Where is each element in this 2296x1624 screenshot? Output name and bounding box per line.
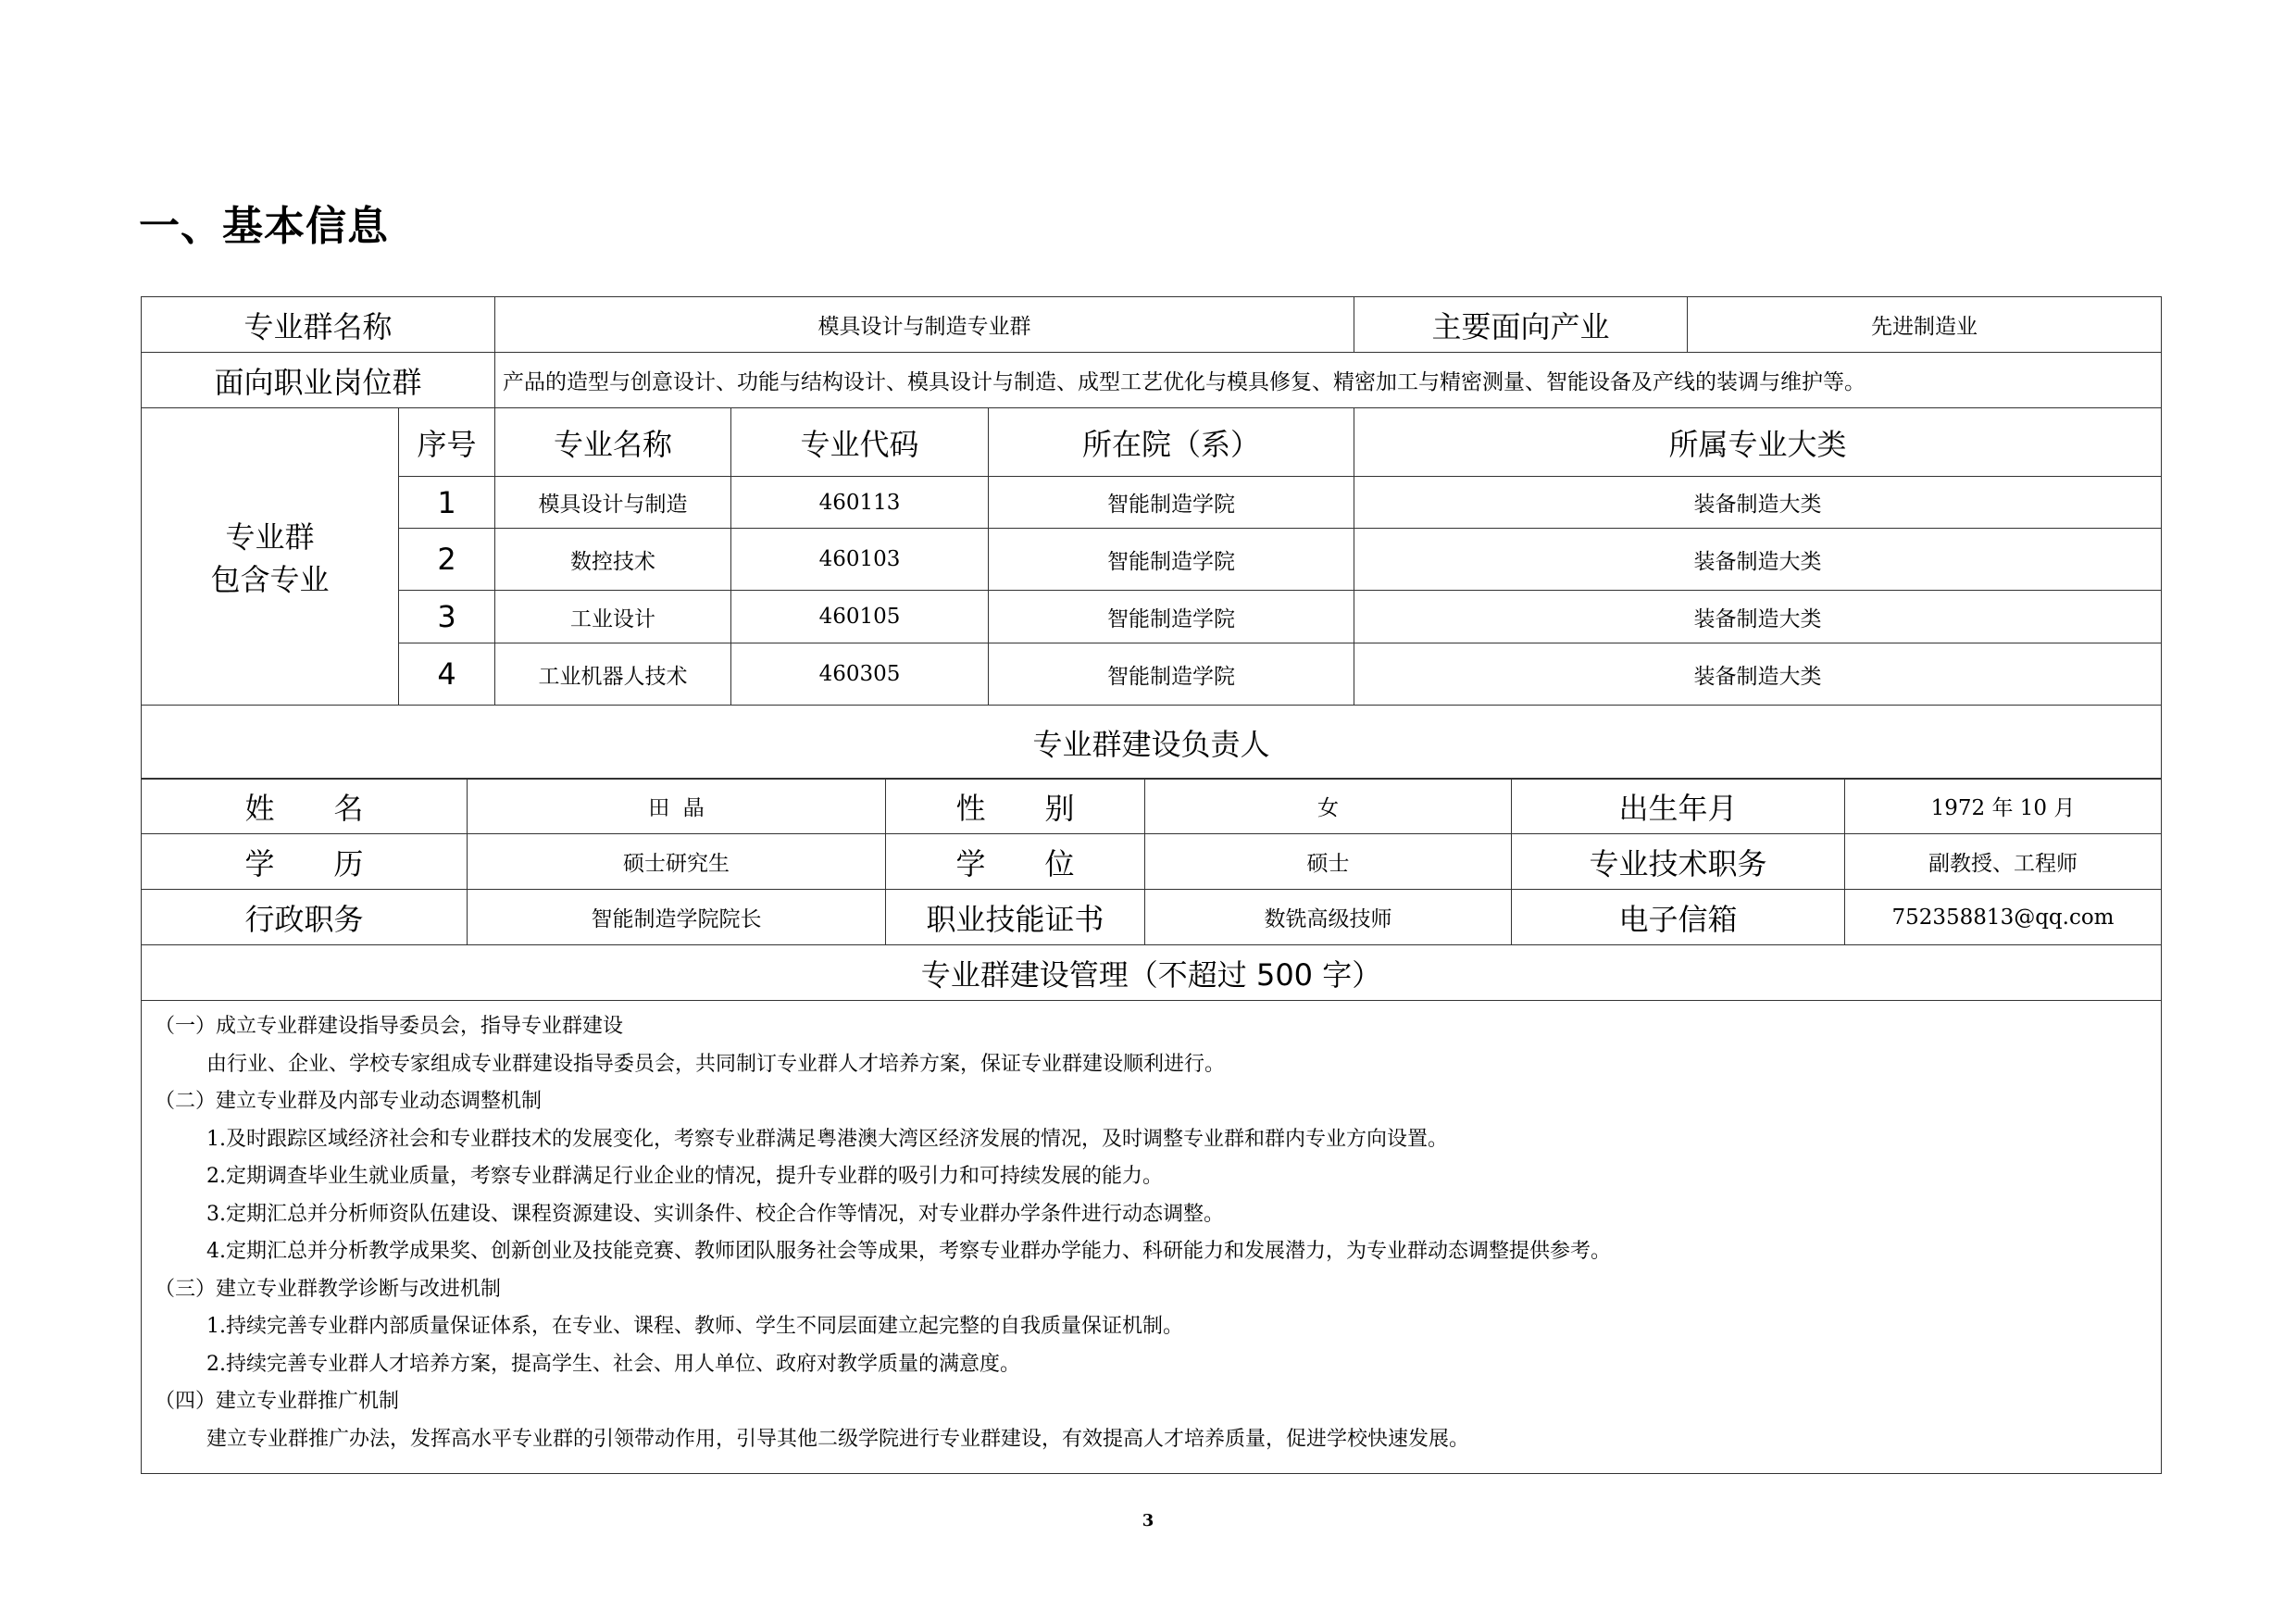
majors-group-label-line2: 包含专业 [210,562,330,597]
table-row [142,591,2162,643]
jobs-value: 产品的造型与创意设计、功能与结构设计、模具设计与制造、成型工艺优化与模具修复、精密加工与精密测量、智能设备及产线的装调与维护等。 [495,353,2162,408]
major-category: 装备制造大类 [1354,643,2162,706]
cert-label: 职业技能证书 [886,890,1145,945]
major-code: 460305 [731,643,989,706]
management-section-label: 专业群建设管理（不超过 500 字） [142,945,2162,1001]
birth-label: 出生年月 [1512,779,1845,834]
management-item: 4.定期汇总并分析教学成果奖、创新创业及技能竞赛、教师团队服务社会等成果，考察专业群办学能力、科研能力和发展潜力，为专业群动态调整提供参考。 [206,1240,1611,1263]
major-no: 1 [399,477,495,529]
major-name: 工业设计 [495,591,731,643]
majors-group-label [142,408,399,706]
header-code: 专业代码 [731,408,989,477]
basic-info-table [141,296,2162,780]
cluster-name-value: 模具设计与制造专业群 [495,297,1354,353]
degree-label: 学 位 [886,834,1145,890]
management-item: 1.持续完善专业群内部质量保证体系，在专业、课程、教师、学生不同层面建立起完整的自我质量保证机制。 [206,1315,1183,1338]
cert-value: 数铣高级技师 [1145,890,1512,945]
major-no: 4 [399,643,495,706]
majors-group-label-line1: 专业群 [225,519,315,555]
jobs-row [142,353,2162,408]
header-category: 所属专业大类 [1354,408,2162,477]
leader-table [141,778,2162,1474]
management-heading: （一）成立专业群建设指导委员会，指导专业群建设 [155,1015,624,1038]
name-label: 姓 名 [142,779,468,834]
degree-value: 硕士 [1145,834,1512,890]
gender-label: 性 别 [886,779,1145,834]
header-name: 专业名称 [495,408,731,477]
majors-header-row [142,408,2162,477]
leader-row-2 [142,834,2162,890]
gender-value: 女 [1145,779,1512,834]
major-code: 460103 [731,529,989,591]
management-item: 建立专业群推广办法，发挥高水平专业群的引领带动作用，引导其他二级学院进行专业群建设，有效提高人才培养质量，促进学校快速发展。 [206,1427,1470,1451]
jobs-label: 面向职业岗位群 [142,353,495,408]
major-name: 数控技术 [495,529,731,591]
major-no: 3 [399,591,495,643]
management-heading: （三）建立专业群教学诊断与改进机制 [155,1277,502,1301]
major-school: 智能制造学院 [989,643,1354,706]
edu-label: 学 历 [142,834,468,890]
major-school: 智能制造学院 [989,529,1354,591]
cluster-name-label: 专业群名称 [142,297,495,353]
table-row [142,477,2162,529]
management-heading: （四）建立专业群推广机制 [155,1390,400,1413]
major-name: 模具设计与制造 [495,477,731,529]
admin-value: 智能制造学院院长 [468,890,886,945]
major-name: 工业机器人技术 [495,643,731,706]
leader-row-3 [142,890,2162,945]
header-school: 所在院（系） [989,408,1354,477]
management-item: 3.定期汇总并分析师资队伍建设、课程资源建设、实训条件、校企合作等情况，对专业群办学条件进行动态调整。 [206,1202,1224,1226]
management-section-row [142,945,2162,1001]
header-no: 序号 [399,408,495,477]
management-item: 2.定期调查毕业生就业质量，考察专业群满足行业企业的情况，提升专业群的吸引力和可持续发展的能力。 [206,1165,1163,1188]
major-no: 2 [399,529,495,591]
industry-label: 主要面向产业 [1354,297,1688,353]
major-category: 装备制造大类 [1354,591,2162,643]
cluster-name-row [142,297,2162,353]
name-value: 田 晶 [468,779,886,834]
major-category: 装备制造大类 [1354,477,2162,529]
email-value: 752358813@qq.com [1845,890,2162,945]
major-code: 460105 [731,591,989,643]
management-content [142,1001,2162,1474]
section-title: 一、基本信息 [139,203,389,250]
admin-label: 行政职务 [142,890,468,945]
email-label: 电子信箱 [1512,890,1845,945]
management-item: 由行业、企业、学校专家组成专业群建设指导委员会，共同制订专业群人才培养方案，保证专业群建设顺利进行。 [206,1052,1226,1076]
title-label: 专业技术职务 [1512,834,1845,890]
management-content-row [142,1001,2162,1474]
leader-section-row [142,706,2162,780]
major-school: 智能制造学院 [989,477,1354,529]
management-item: 2.持续完善专业群人才培养方案，提高学生、社会、用人单位、政府对教学质量的满意度。 [206,1352,1020,1376]
industry-value: 先进制造业 [1688,297,2162,353]
table-row [142,529,2162,591]
title-value: 副教授、工程师 [1845,834,2162,890]
leader-section-label: 专业群建设负责人 [142,706,2162,780]
management-heading: （二）建立专业群及内部专业动态调整机制 [155,1090,543,1113]
management-item: 1.及时跟踪区域经济社会和专业群技术的发展变化，考察专业群满足粤港澳大湾区经济发展的情况，及时调整专业群和群内专业方向设置。 [206,1127,1448,1151]
major-school: 智能制造学院 [989,591,1354,643]
edu-value: 硕士研究生 [468,834,886,890]
page-number: 3 [1142,1511,1154,1530]
table-row [142,643,2162,706]
major-category: 装备制造大类 [1354,529,2162,591]
birth-value: 1972 年 10 月 [1845,779,2162,834]
leader-row-1 [142,779,2162,834]
major-code: 460113 [731,477,989,529]
